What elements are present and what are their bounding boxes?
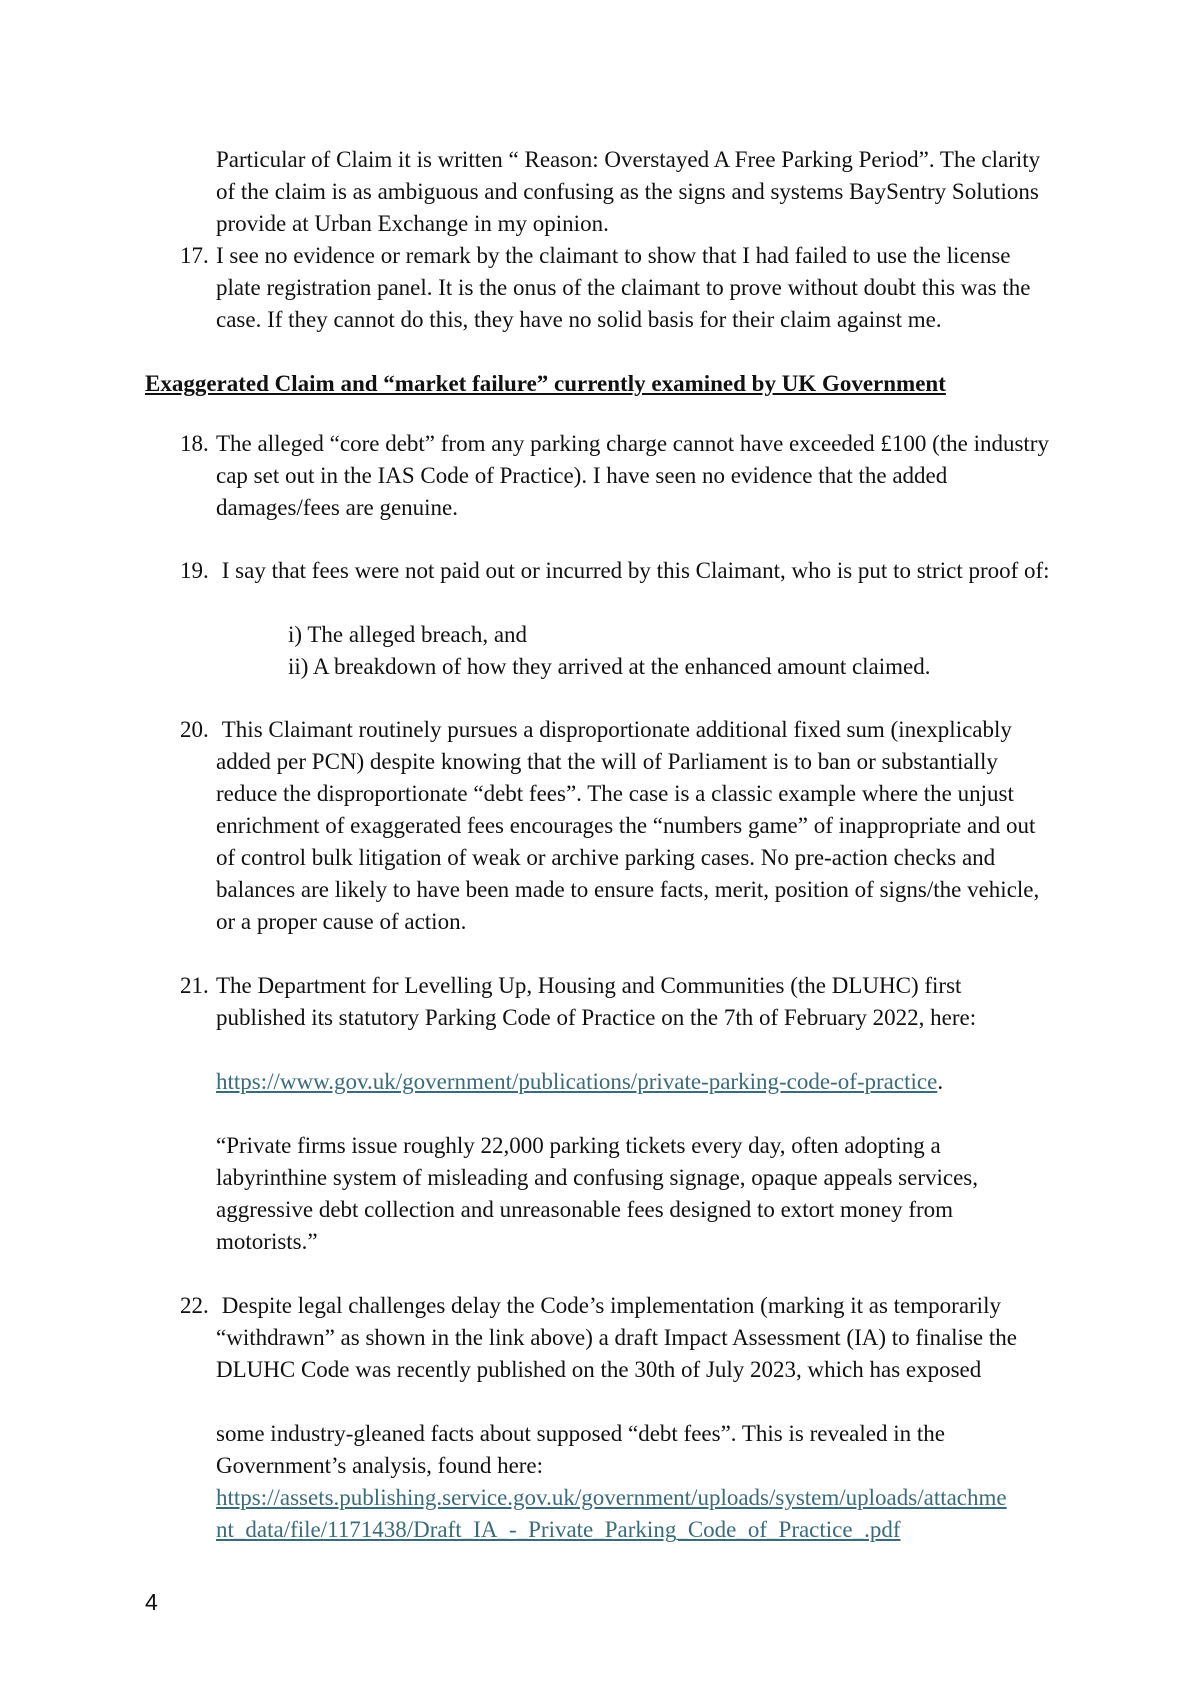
link-suffix: . xyxy=(937,1069,944,1094)
paragraph-22-continuation: some industry-gleaned facts about supposed “debt fees”. This is revealed in the Government’s analysis, found here: xyxy=(216,1421,945,1478)
page-number: 4 xyxy=(145,1589,158,1615)
gov-uk-code-link[interactable]: https://www.gov.uk/government/publications/private-parking-code-of-practice xyxy=(216,1069,938,1094)
item-text: The alleged “core debt” from any parking charge cannot have exceeded £100 (the industry cap set out in the IAS Code of Practice). I have seen no evidence that the added damages/fees are genuine. xyxy=(216,431,1049,520)
item-text: The Department for Levelling Up, Housing and Communities (the DLUHC) first published its statutory Parking Code of Practice on the 7th of February 2022, here: xyxy=(216,973,977,1030)
paragraph-16-continuation: Particular of Claim it is written “ Reason: Overstayed A Free Parking Period”. The clarity of the claim is as ambiguous and confusing as the signs and systems BaySentry Solutions provide at Urban Exchange in my opinion. xyxy=(216,147,1041,236)
list-item-20 xyxy=(180,714,1056,938)
item-number: 19. xyxy=(180,558,209,583)
item-text: I see no evidence or remark by the claimant to show that I had failed to use the license plate registration panel. It is the onus of the claimant to prove without doubt this was the case. If they cannot do this, they have no solid basis for their claim against me. xyxy=(216,243,1031,332)
link-paragraph xyxy=(216,1066,1056,1098)
section-heading: Exaggerated Claim and “market failure” currently examined by UK Government xyxy=(145,371,946,396)
sub-item-i: i) The alleged breach, and xyxy=(288,622,528,647)
list-item-17 xyxy=(180,240,1056,336)
impact-assessment-link-line-2[interactable]: nt_data/file/1171438/Draft_IA_-_Private_Parking_Code_of_Practice_.pdf xyxy=(216,1517,901,1542)
quote-paragraph: “Private firms issue roughly 22,000 parking tickets every day, often adopting a labyrinthine system of misleading and confusing signage, opaque appeals services, aggressive debt collection and unreasonable fees designed to extort money from motorists.” xyxy=(216,1133,978,1254)
list-item-19 xyxy=(180,555,1056,587)
item-number: 17. xyxy=(180,243,209,268)
item-number: 18. xyxy=(180,431,209,456)
item-text: I say that fees were not paid out or incurred by this Claimant, who is put to strict proof of: xyxy=(216,558,1050,583)
sub-item-ii: ii) A breakdown of how they arrived at the enhanced amount claimed. xyxy=(288,654,931,679)
item-number: 22. xyxy=(180,1293,209,1318)
item-number: 21. xyxy=(180,973,209,998)
item-text: Despite legal challenges delay the Code’s implementation (marking it as temporarily “withdrawn” as shown in the link above) a draft Impact Assessment (IA) to finalise the DLUHC Code was recently published on the 30th of July 2023, which has exposed xyxy=(216,1293,1023,1382)
item-number: 20. xyxy=(180,717,209,742)
list-item-22 xyxy=(180,1290,1056,1386)
item-text: This Claimant routinely pursues a disproportionate additional fixed sum (inexplicably added per PCN) despite knowing that the will of Parliament is to ban or substantially reduce the disproportionate “debt fees”. The case is a classic example where the unjust enrichment of exaggerated fees encourages the “numbers game” of inappropriate and out of control bulk litigation of weak or archive parking cases. No pre-action checks and balances are likely to have been made to ensure facts, merit, position of signs/the vehicle, or a proper cause of action. xyxy=(216,717,1045,934)
impact-assessment-link-block xyxy=(216,1482,1056,1546)
impact-assessment-link-line-1[interactable]: https://assets.publishing.service.gov.uk/government/uploads/system/uploads/attachme xyxy=(216,1485,1007,1510)
list-item-18 xyxy=(180,428,1056,524)
list-item-21 xyxy=(180,970,1056,1034)
